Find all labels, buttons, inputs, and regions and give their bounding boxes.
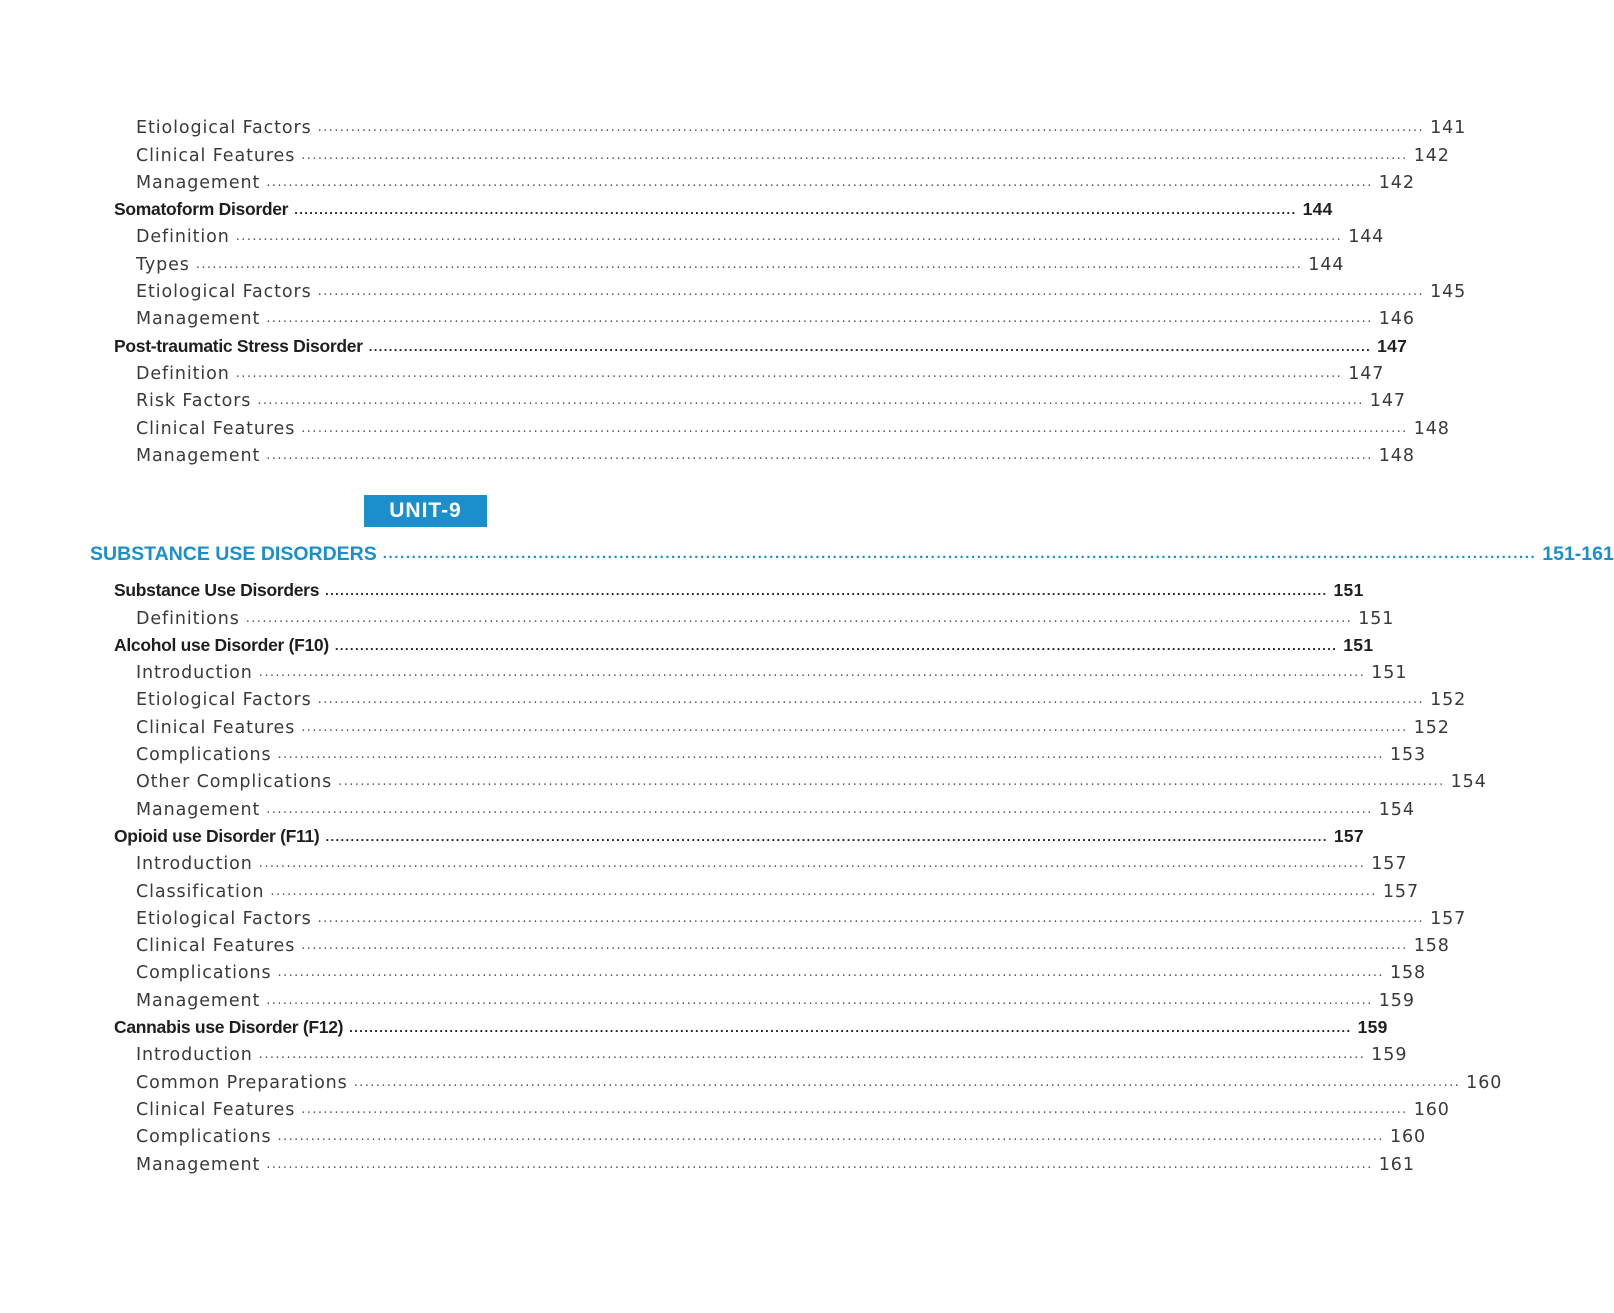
toc-entry-label: Somatoform Disorder [114,199,289,220]
toc-entry-label: Alcohol use Disorder (F10) [114,634,329,655]
toc-entry-page: 157 [1333,825,1364,846]
toc-subsection-entry[interactable] [114,765,1487,793]
toc-leader-dots: ........................................................................................................................................................................................................ [266,447,1373,463]
toc-subsection-entry[interactable] [114,247,1345,275]
unit-title: SUBSTANCE USE DISORDERS [90,543,377,565]
toc-entry-page: 147 [1348,363,1385,384]
toc-leader-dots: ........................................................................................................................................................................................................ [325,828,1328,844]
toc-entry-page: 144 [1348,227,1385,248]
toc-section-entry[interactable] [114,820,1364,847]
toc-entry-label: Clinical Features [136,936,296,957]
toc-leader-dots: ........................................................................................................................................................................................................ [353,1074,1461,1090]
toc-top-list [114,111,1467,466]
toc-entry-label: Management [136,799,261,820]
unit-badge: UNIT-9 [364,495,487,527]
toc-subsection-entry[interactable] [114,1038,1408,1066]
toc-entry-page: 157 [1430,908,1467,929]
toc-subsection-entry[interactable] [114,601,1395,629]
toc-entry-label: Classification [136,881,265,902]
toc-leader-dots: ........................................................................................................................................................................................................ [317,284,1425,300]
toc-entry-page: 148 [1378,445,1415,466]
toc-entry-label: Risk Factors [136,391,252,412]
toc-subsection-entry[interactable] [114,792,1415,820]
toc-entry-page: 151 [1358,608,1395,629]
toc-entry-label: Complications [136,745,272,766]
toc-entry-label: Etiological Factors [136,690,312,711]
toc-subsection-entry[interactable] [114,956,1427,984]
toc-subsection-entry[interactable] [114,1093,1450,1120]
toc-leader-dots: ........................................................................................................................................................................................................ [258,1047,1366,1063]
toc-leader-dots: ........................................................................................................................................................................................................ [294,202,1297,218]
toc-entry-label: Clinical Features [136,145,296,166]
toc-leader-dots: ........................................................................................................................................................................................................ [266,801,1373,817]
toc-entry-page: 157 [1371,854,1408,875]
toc-entry-page: 152 [1413,717,1450,738]
toc-entry-label: Clinical Features [136,418,296,439]
toc-subsection-entry[interactable] [114,874,1419,902]
toc-leader-dots: ........................................................................................................................................................................................................ [317,910,1425,926]
toc-section-entry[interactable] [114,574,1364,601]
toc-entry-page: 148 [1413,418,1450,439]
toc-entry-label: Management [136,990,261,1011]
toc-leader-dots: ........................................................................................................................................................................................................ [258,665,1366,681]
toc-leader-dots: ........................................................................................................................................................................................................ [334,637,1338,653]
toc-entry-label: Management [136,172,261,193]
toc-entry-label: Opioid use Disorder (F11) [114,825,320,846]
toc-section-entry[interactable] [114,1011,1388,1038]
toc-entry-label: Management [136,1154,261,1175]
toc-leader-dots: ........................................................................................................................................................................................................ [338,774,1445,790]
toc-leader-dots: ........................................................................................................................................................................................................ [245,610,1353,626]
toc-subsection-entry[interactable] [114,302,1415,330]
toc-subsection-entry[interactable] [114,929,1450,957]
toc-entry-page: 160 [1389,1127,1427,1148]
toc-subsection-entry[interactable] [114,738,1427,766]
toc-entry-label: Post-traumatic Stress Disorder [114,335,363,356]
unit-title-entry[interactable] [90,536,1614,566]
toc-entry-page: 147 [1369,391,1406,412]
toc-entry-page: 159 [1378,990,1415,1011]
toc-entry-page: 157 [1382,881,1419,902]
toc-leader-dots: ........................................................................................................................................................................................................ [349,1020,1352,1036]
toc-entry-page: 154 [1378,799,1415,820]
toc-entry-label: Complications [136,963,272,984]
toc-subsection-entry[interactable] [114,439,1415,466]
toc-entry-page: 158 [1413,936,1450,957]
toc-entry-label: Types [136,254,190,275]
toc-subsection-entry[interactable] [114,1147,1415,1175]
toc-entry-page: 151 [1371,663,1408,684]
toc-entry-page: 158 [1389,963,1427,984]
toc-leader-dots: ........................................................................................................................................................................................................ [266,1156,1373,1172]
toc-leader-dots: ........................................................................................................................................................................................................ [368,338,1372,354]
toc-entry-page: 159 [1357,1017,1388,1038]
toc-section-entry[interactable] [114,629,1374,656]
toc-entry-label: Definition [136,227,230,248]
toc-entry-page: 161 [1378,1154,1415,1175]
unit-page-range: 151-161 [1542,543,1614,565]
toc-entry-label: Cannabis use Disorder (F12) [114,1017,344,1038]
toc-entry-page: 144 [1308,254,1345,275]
toc-entry-page: 141 [1430,118,1467,139]
toc-entry-label: Etiological Factors [136,908,312,929]
toc-entry-page: 145 [1430,282,1467,303]
toc-entry-page: 153 [1389,745,1427,766]
toc-entry-label: Definition [136,363,230,384]
toc-subsection-entry[interactable] [114,138,1450,166]
toc-subsection-entry[interactable] [114,683,1467,711]
toc-leader-dots: ........................................................................................................................................................................................................ [301,420,1408,436]
toc-entry-label: Other Complications [136,772,333,793]
toc-subsection-entry[interactable] [114,220,1385,248]
toc-subsection-entry[interactable] [114,275,1467,303]
toc-entry-page: 160 [1413,1099,1450,1120]
toc-entry-page: 144 [1302,199,1333,220]
toc-leader-dots: ........................................................................................................................................................................................................ [301,147,1408,163]
toc-entry-label: Introduction [136,854,253,875]
toc-leader-dots: ........................................................................................................................................................................................................ [317,120,1425,136]
toc-leader-dots: ........................................................................................................................................................................................................ [325,583,1328,599]
toc-entry-page: 146 [1378,309,1415,330]
toc-subsection-entry[interactable] [114,166,1415,193]
toc-leader-dots: ........................................................................................................................................................................................................ [235,365,1343,381]
toc-subsection-entry[interactable] [114,656,1408,684]
toc-subsection-entry[interactable] [114,411,1450,439]
toc-entry-page: 142 [1378,172,1415,193]
toc-leader-dots: ........................................................................................................................................................................................................ [301,1101,1408,1117]
toc-bottom-list [114,574,1503,1175]
toc-leader-dots: ........................................................................................................................................................................................................ [277,965,1384,981]
toc-leader-dots: ........................................................................................................................................................................................................ [301,938,1408,954]
toc-entry-label: Substance Use Disorders [114,580,320,601]
toc-entry-page: 160 [1466,1072,1503,1093]
toc-entry-page: 152 [1430,690,1467,711]
toc-entry-page: 159 [1371,1045,1408,1066]
toc-leader-dots: ........................................................................................................................................................................................................ [195,256,1303,272]
toc-leader-dots: ........................................................................................................................................................................................................ [317,692,1425,708]
toc-subsection-entry[interactable] [114,710,1450,738]
toc-leader-dots: ........................................................................................................................................................................................................ [301,719,1408,735]
toc-subsection-entry[interactable] [114,1120,1427,1148]
toc-subsection-entry[interactable] [114,357,1385,384]
toc-entry-label: Introduction [136,663,253,684]
toc-subsection-entry[interactable] [114,1065,1503,1093]
toc-leader-dots: ........................................................................................................................................................................................................ [266,992,1373,1008]
toc-leader-dots: ........................................................................................................................................................................................................ [277,747,1384,763]
toc-section-entry[interactable] [114,193,1333,220]
toc-entry-page: 142 [1413,145,1450,166]
toc-leader-dots: ........................................................................................................................................................................................................ [258,856,1366,872]
toc-entry-page: 147 [1377,335,1408,356]
toc-subsection-entry[interactable] [114,983,1415,1011]
toc-leader-dots: ........................................................................................................................................................................................................ [257,393,1364,409]
toc-entry-label: Management [136,309,261,330]
toc-entry-page: 151 [1333,580,1364,601]
toc-section-entry[interactable] [114,329,1408,356]
toc-leader-dots: ........................................................................................................................................................................................................ [270,883,1377,899]
toc-leader-dots: ........................................................................................................................................................................................................ [266,311,1373,327]
toc-subsection-entry[interactable] [114,384,1406,412]
unit-badge-wrap [0,495,841,527]
toc-entry-label: Complications [136,1127,272,1148]
toc-entry-page: 151 [1343,634,1374,655]
toc-leader-dots: ........................................................................................................................................................................................................ [277,1129,1384,1145]
toc-entry-label: Etiological Factors [136,118,312,139]
toc-entry-label: Introduction [136,1045,253,1066]
toc-leader-dots: ........................................................................................................................................................................................................ [235,229,1343,245]
toc-entry-label: Clinical Features [136,1099,296,1120]
unit-title-leader-dots: ........................................................................................................................................................................................................ [382,545,1537,562]
toc-leader-dots: ........................................................................................................................................................................................................ [266,174,1373,190]
toc-subsection-entry[interactable] [114,902,1467,929]
toc-subsection-entry[interactable] [114,111,1467,139]
toc-entry-page: 154 [1450,772,1487,793]
toc-entry-label: Clinical Features [136,717,296,738]
toc-subsection-entry[interactable] [114,847,1408,875]
toc-entry-label: Common Preparations [136,1072,348,1093]
toc-entry-label: Etiological Factors [136,282,312,303]
toc-entry-label: Management [136,445,261,466]
toc-entry-label: Definitions [136,608,240,629]
